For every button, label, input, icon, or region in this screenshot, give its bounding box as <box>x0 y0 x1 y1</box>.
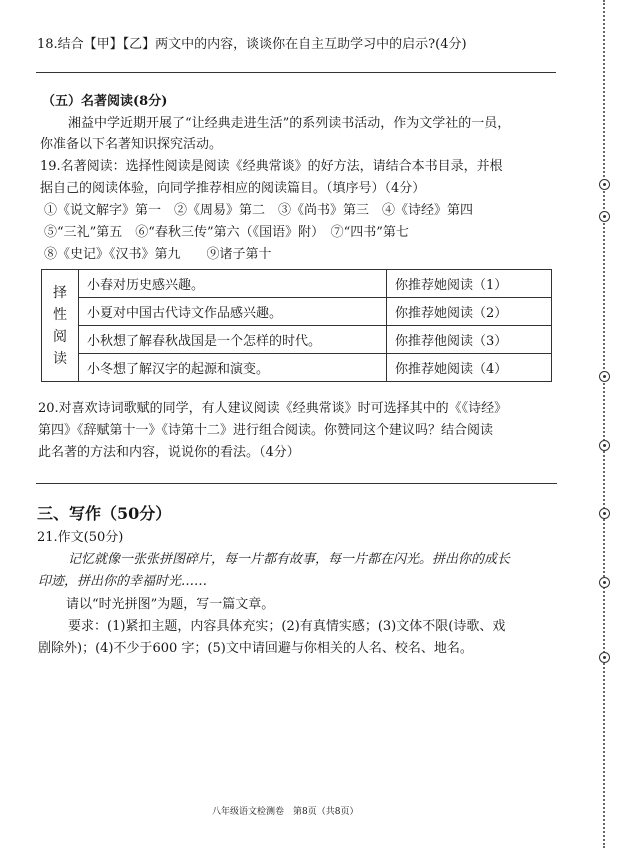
binding-hole <box>599 652 610 663</box>
binding-hole <box>599 371 610 382</box>
table-row <box>42 326 552 354</box>
binding-margin <box>603 0 605 848</box>
section3-title: 三、写作（50分） <box>37 504 172 523</box>
binding-hole <box>599 179 610 190</box>
section5-intro-line2: 你准备以下名著知识探究活动。 <box>40 137 223 152</box>
binding-hole <box>599 211 610 222</box>
table-cell-recommend: 你推荐他阅读（3） <box>387 326 552 354</box>
section5-title: （五）名著阅读(8分) <box>42 94 168 109</box>
binding-hole <box>599 440 610 451</box>
question-18: 18.结合【甲】【乙】两文中的内容，谈谈你在自主互助学习中的启示?(4分) <box>37 37 467 52</box>
table-cell-recommend: 你推荐她阅读（2） <box>387 298 552 326</box>
question-19-options2: ⑤“三礼”第五 ⑥“春秋三传”第六（《国语》附） ⑦“四书”第七 <box>44 225 409 240</box>
table-row <box>42 298 552 326</box>
table-row <box>42 270 552 298</box>
question-19-options1: ①《说文解字》第一 ②《周易》第二 ③《尚书》第三 ④《诗经》第四 <box>44 203 474 218</box>
table-cell-desc: 小秋想了解春秋战国是一个怎样的时代。 <box>79 326 387 354</box>
page-footer: 八年级语文检测卷 第8页（共8页） <box>212 807 359 817</box>
binding-hole <box>599 577 610 588</box>
table-side-label: 择性阅读 <box>42 270 79 382</box>
question-19-line2: 据自己的阅读体验，向同学推荐相应的阅读篇目。（填序号）（4分） <box>40 181 426 196</box>
recommendation-table <box>41 269 552 382</box>
table-row <box>42 354 552 382</box>
table-cell-recommend: 你推荐她阅读（4） <box>387 354 552 382</box>
question-19-line1: 19.名著阅读：选择性阅读是阅读《经典常谈》的好方法，请结合本书目录，并根 <box>40 159 503 174</box>
question-21: 21.作文(50分) <box>37 530 124 545</box>
essay-requirements-line2: 剧除外)；(4)不少于600 字；(5)文中请回避与你相关的人名、校名、地名。 <box>38 641 473 656</box>
table-cell-recommend: 你推荐她阅读（1） <box>387 270 552 298</box>
table-cell-desc: 小春对历史感兴趣。 <box>79 270 387 298</box>
table-cell-desc: 小夏对中国古代诗文作品感兴趣。 <box>79 298 387 326</box>
binding-hole <box>599 508 610 519</box>
question-20-line2: 第四》《辞赋第十一》《诗第十二》进行组合阅读。你赞同这个建议吗？结合阅读 <box>38 423 494 438</box>
section5-intro-line1: 湘益中学近期开展了“让经典走进生活”的系列读书活动，作为文学社的一员， <box>68 116 511 131</box>
answer-line <box>36 72 556 73</box>
question-20-line1: 20.对喜欢诗词歌赋的同学，有人建议阅读《经典常谈》时可选择其中的《《诗经》 <box>38 401 508 416</box>
answer-line <box>36 483 557 484</box>
question-19-options3: ⑧《史记》《汉书》第九 ⑨诸子第十 <box>44 247 272 262</box>
question-20-line3: 此名著的方法和内容，说说你的看法。（4分） <box>38 445 300 460</box>
table-cell-desc: 小冬想了解汉字的起源和演变。 <box>79 354 387 382</box>
essay-prompt-line1: 记忆就像一张张拼图碎片，每一片都有故事，每一片都在闪光。拼出你的成长 <box>68 552 511 567</box>
essay-task: 请以“时光拼图”为题，写一篇文章。 <box>66 597 275 612</box>
essay-requirements-line1: 要求：(1)紧扣主题，内容具体充实；(2)有真情实感；(3)文体不限(诗歌、戏 <box>68 619 506 634</box>
essay-prompt-line2: 印迹，拼出你的幸福时光…… <box>38 574 208 589</box>
